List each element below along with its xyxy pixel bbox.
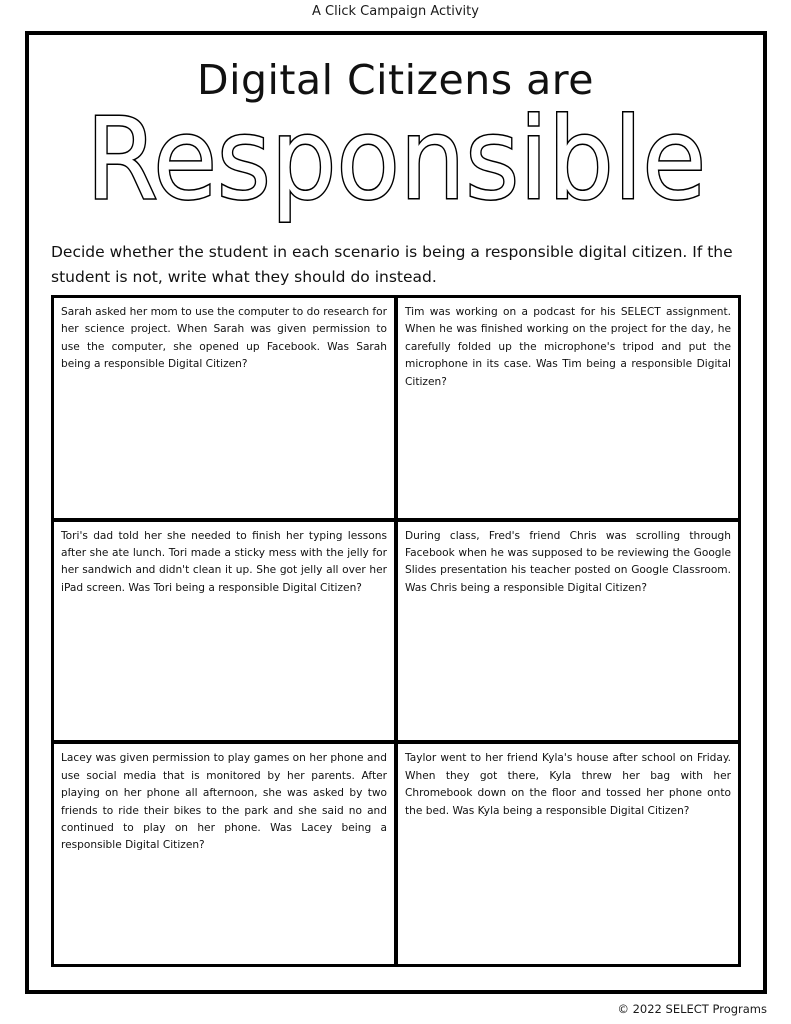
scenario-box-sarah[interactable] [53, 297, 396, 520]
scenario-text: Tori's dad told her she needed to finish her typing lessons after she ate lunch. Tori made a sticky mess with the jelly for her sandwich and didn't clean it up. She got jelly all over her iPad screen. Was Tori being a responsible Digital Citizen? [61, 529, 387, 594]
page-subtitle: Digital Citizens are [197, 56, 594, 104]
activity-label: A Click Campaign Activity [312, 4, 479, 19]
scenario-grid [51, 295, 741, 967]
scenario-box-tim[interactable] [396, 297, 739, 520]
scenario-text: Tim was working on a podcast for his SELECT assignment. When he was finished working on the project for the day, he carefully folded up the microphone's tripod and put the microphone in its case. Was Tim being a responsible Digital Citizen? [405, 306, 731, 388]
scenario-box-lacey[interactable] [53, 742, 396, 965]
scenario-box-kyla[interactable] [396, 742, 739, 965]
scenario-text: During class, Fred's friend Chris was scrolling through Facebook when he was supposed to be reviewing the Google Slides presentation his teacher posted on Google Classroom. Was Chris being a responsible Digital Citizen? [405, 529, 731, 594]
scenario-text: Sarah asked her mom to use the computer to do research for her science project. When Sarah was given permission to use the computer, she opened up Facebook. Was Sarah being a responsible Digital Citizen? [61, 306, 387, 371]
copyright-footer: © 2022 SELECT Programs [617, 1002, 767, 1016]
instructions-text: Decide whether the student in each scenario is being a responsible digital citizen. If the student is not, write what they should do instead. [51, 243, 733, 286]
scenario-box-tori[interactable] [53, 520, 396, 743]
page-title [25, 100, 767, 230]
scenario-box-chris[interactable] [396, 520, 739, 743]
scenario-text: Lacey was given permission to play games on her phone and use social media that is monitored by her parents. After playing on her phone all afternoon, she was asked by two friends to ride their bikes to the park and she said no and continued to play on her phone. Was Lacey being a responsible Digital Citizen? [61, 752, 387, 852]
page-title-text: Responsible [86, 100, 706, 225]
scenario-text: Taylor went to her friend Kyla's house after school on Friday. When they got there, Kyla threw her bag with her Chromebook down on the floor and tossed her phone onto the bed. Was Kyla being a responsible Digital Citizen? [405, 752, 731, 817]
